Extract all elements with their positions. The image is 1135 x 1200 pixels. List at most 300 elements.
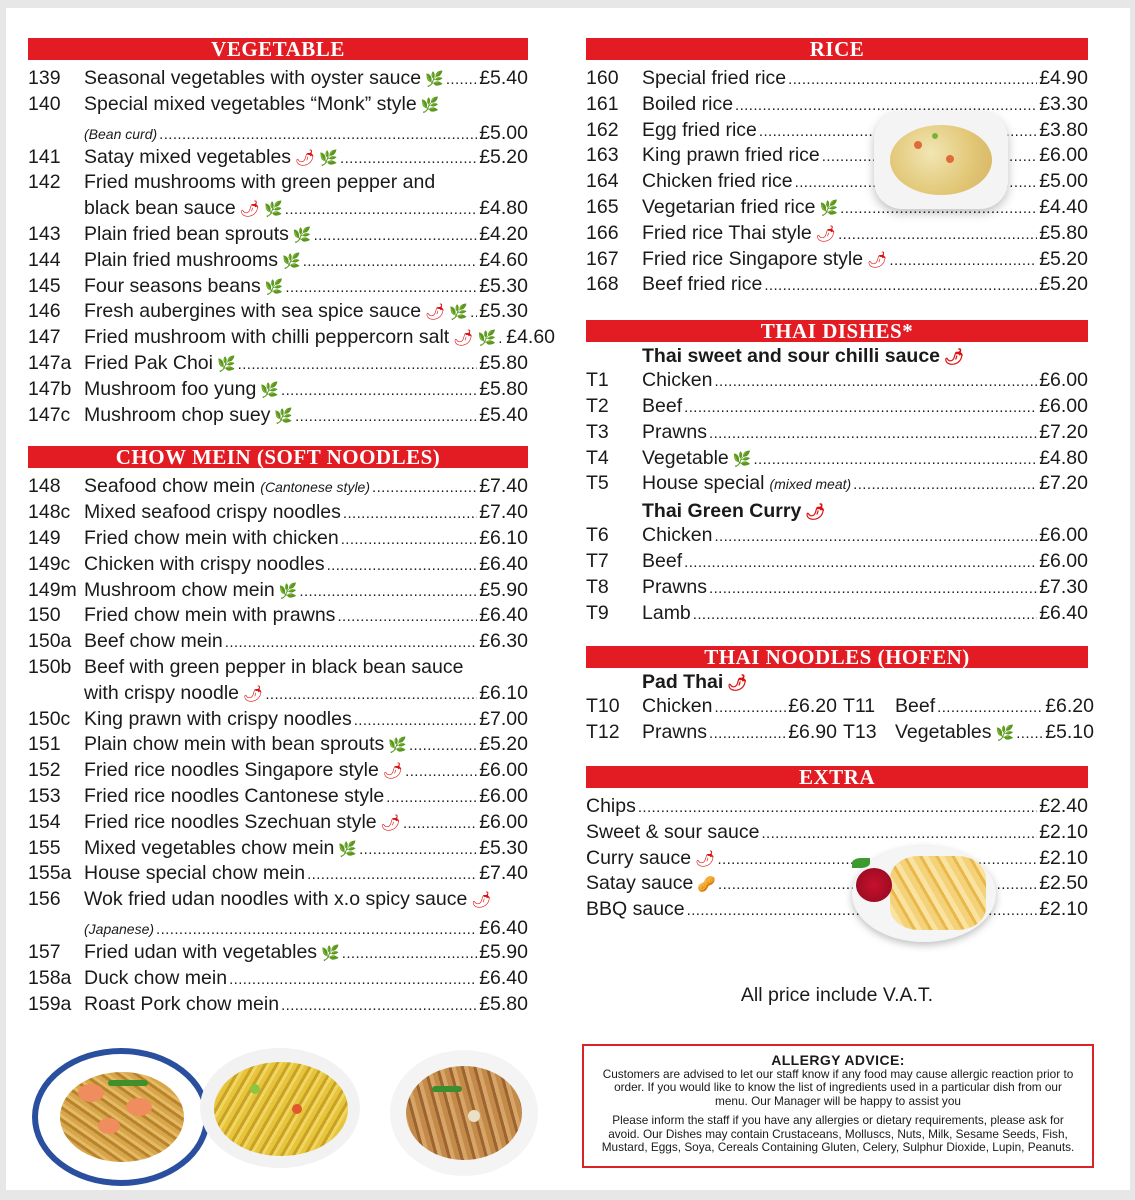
section-header-thai-dishes: THAI DISHES* xyxy=(586,320,1088,342)
chili-icon: 🌶 xyxy=(453,330,474,348)
dot-leader xyxy=(229,966,477,993)
menu-item-row xyxy=(28,681,528,707)
item-name: Chicken xyxy=(642,695,713,718)
dot-leader xyxy=(409,732,477,759)
allergy-advice-box xyxy=(582,1044,1094,1168)
menu-item-pair-row xyxy=(586,720,1094,746)
menu-item-row xyxy=(586,195,1088,221)
item-price: £6.00 xyxy=(479,810,528,833)
dot-leader xyxy=(693,601,1037,628)
item-name: Mushroom chow mein xyxy=(84,578,275,601)
item-number: 159a xyxy=(28,992,72,1015)
item-name: Beef fried rice xyxy=(642,273,763,296)
menu-item-row xyxy=(586,221,1088,247)
item-price: £7.30 xyxy=(1039,575,1088,598)
item-name: Plain fried bean sprouts xyxy=(84,222,289,245)
item-number: T13 xyxy=(843,721,877,744)
item-name: Chicken xyxy=(642,369,713,392)
item-name: Fresh aubergines with sea spice sauce xyxy=(84,300,422,323)
item-price: £4.40 xyxy=(1039,195,1088,218)
item-name: Sweet & sour sauce xyxy=(586,820,760,843)
item-price: £5.10 xyxy=(1045,721,1094,744)
item-name: Curry sauce xyxy=(586,846,692,869)
menu-item-row xyxy=(586,471,1088,497)
item-number: 153 xyxy=(28,784,61,807)
item-price: £6.00 xyxy=(1039,369,1088,392)
item-price: £4.60 xyxy=(479,248,528,271)
item-number: 146 xyxy=(28,300,61,323)
item-name: Plain chow mein with bean sprouts xyxy=(84,733,385,756)
item-number: T3 xyxy=(586,420,609,443)
dot-leader xyxy=(359,836,477,863)
item-note: (Cantonese style) xyxy=(260,479,370,496)
item-number: T1 xyxy=(586,369,609,392)
dot-leader xyxy=(709,720,786,747)
item-number: T4 xyxy=(586,446,609,469)
item-price: £5.20 xyxy=(479,733,528,756)
dot-leader xyxy=(405,758,477,785)
item-price: £6.00 xyxy=(1039,394,1088,417)
item-price: £6.10 xyxy=(479,681,528,704)
dot-leader xyxy=(238,351,478,378)
item-number: T10 xyxy=(586,695,620,718)
menu-item-row xyxy=(28,578,528,604)
item-price: £6.00 xyxy=(1039,549,1088,572)
item-price: £6.00 xyxy=(479,784,528,807)
dot-leader xyxy=(638,794,1037,821)
item-name: Beef xyxy=(642,394,683,417)
menu-item-row xyxy=(586,247,1088,273)
item-name: Satay mixed vegetables xyxy=(84,145,292,168)
item-number: 150 xyxy=(28,604,61,627)
dot-leader xyxy=(788,66,1037,93)
item-name: King prawn fried rice xyxy=(642,144,820,167)
menu-item-row xyxy=(28,992,528,1018)
chili-icon: 🌶 xyxy=(944,349,965,367)
vegetable-list xyxy=(28,66,556,428)
vegetarian-leaf-icon: 🌿 xyxy=(732,450,752,468)
item-number: 149m xyxy=(28,578,77,601)
item-number: 161 xyxy=(586,92,619,115)
dot-leader xyxy=(889,247,1037,274)
menu-item-row xyxy=(586,720,837,746)
item-number: 157 xyxy=(28,940,61,963)
vegetarian-leaf-icon: 🌿 xyxy=(819,199,839,217)
fried-rice-photo xyxy=(874,111,1008,209)
item-number: 164 xyxy=(586,170,619,193)
item-price: £4.60 xyxy=(506,326,556,349)
item-name: Beef chow mein xyxy=(84,630,223,653)
dot-leader xyxy=(709,575,1037,602)
vat-note: All price include V.A.T. xyxy=(740,984,934,1006)
dot-leader xyxy=(341,526,478,553)
item-price: £5.20 xyxy=(479,145,528,168)
item-name: Mushroom foo yung xyxy=(84,377,257,400)
item-price: £5.80 xyxy=(479,377,528,400)
dot-leader xyxy=(285,196,477,223)
item-name: Fried rice noodles Singapore style xyxy=(84,759,379,782)
menu-item-row xyxy=(586,820,1088,846)
item-number: T6 xyxy=(586,524,609,547)
thai-subtitle-sweet-sour: Thai sweet and sour chilli sauce 🌶 xyxy=(642,345,965,368)
item-price: £5.30 xyxy=(479,274,528,297)
item-price: £5.40 xyxy=(479,67,528,89)
item-number: 152 xyxy=(28,759,61,782)
section-header-extra: EXTRA xyxy=(586,766,1088,788)
menu-item-row xyxy=(28,500,528,526)
allergy-paragraph-1: Customers are advised to let our staff know if any food may cause allergic reaction prior to order. If you would like to know the list of ingredients used in a particular dish from our menu. Our Manager will be happy to assist you xyxy=(602,1067,1074,1108)
menu-item-row xyxy=(586,446,1088,472)
item-number: 148c xyxy=(28,501,71,524)
item-number: 150b xyxy=(28,655,72,678)
menu-item-row xyxy=(28,474,528,500)
vegetarian-leaf-icon: 🌿 xyxy=(449,304,469,322)
dot-leader xyxy=(372,474,477,501)
menu-item-row xyxy=(28,603,528,629)
dot-leader xyxy=(764,272,1037,299)
menu-item-row xyxy=(28,92,528,118)
item-name: Roast Pork chow mein xyxy=(84,992,280,1015)
chili-icon: 🌶 xyxy=(243,685,264,703)
vegetarian-leaf-icon: 🌿 xyxy=(274,407,294,425)
item-name: Plain fried mushrooms xyxy=(84,248,278,271)
item-name: House special xyxy=(642,472,765,495)
dot-leader xyxy=(714,523,1037,550)
item-price: £5.40 xyxy=(479,403,528,426)
dot-leader xyxy=(307,861,477,888)
menu-item-row xyxy=(586,420,1088,446)
item-price: £6.00 xyxy=(479,759,528,782)
dot-leader xyxy=(337,603,477,630)
dot-leader xyxy=(354,707,477,734)
item-name: Beef xyxy=(642,549,683,572)
dot-leader xyxy=(838,221,1037,248)
vegetarian-leaf-icon: 🌿 xyxy=(388,737,407,755)
item-number: T12 xyxy=(586,721,620,744)
item-number: 162 xyxy=(586,118,619,141)
item-number: 140 xyxy=(28,92,61,115)
item-price: £6.40 xyxy=(479,966,528,989)
dot-leader xyxy=(853,471,1037,498)
dot-leader xyxy=(225,629,477,656)
thai-green-curry-list xyxy=(586,523,1088,626)
dot-leader xyxy=(285,274,477,301)
peanut-icon: 🥜 xyxy=(697,876,717,894)
item-price: £7.00 xyxy=(479,707,528,730)
item-price: £5.30 xyxy=(479,836,528,859)
item-number: 158a xyxy=(28,966,72,989)
item-number: T7 xyxy=(586,549,609,572)
item-name: King prawn with crispy noodles xyxy=(84,707,352,730)
menu-item-row xyxy=(28,887,528,913)
item-name: Mixed vegetables chow mein xyxy=(84,836,335,859)
item-price: £6.00 xyxy=(1039,144,1088,167)
item-name: Special fried rice xyxy=(642,67,787,89)
chili-icon: 🌶 xyxy=(295,149,316,167)
item-name: Fried rice noodles Szechuan style xyxy=(84,810,377,833)
item-price: £4.90 xyxy=(1039,67,1088,89)
section-header-rice: RICE xyxy=(586,38,1088,60)
item-name: Prawns xyxy=(642,721,708,744)
menu-item-row xyxy=(28,552,528,578)
menu-item-row xyxy=(586,897,1088,923)
item-price: £4.80 xyxy=(479,197,528,220)
item-name: (Bean curd) xyxy=(84,125,158,142)
item-name: Prawns xyxy=(642,575,708,598)
menu-item-row xyxy=(28,351,528,377)
vegetarian-leaf-icon: 🌿 xyxy=(260,381,280,399)
item-name: Mixed seafood crispy noodles xyxy=(84,501,341,524)
item-number: T8 xyxy=(586,575,609,598)
menu-item-row xyxy=(28,66,528,92)
chips-photo xyxy=(852,846,996,942)
thai-noodles-list xyxy=(586,694,1094,746)
dot-leader xyxy=(281,377,477,404)
item-price: £6.40 xyxy=(479,552,528,575)
menu-item-row xyxy=(586,523,1088,549)
item-number: 150c xyxy=(28,707,71,730)
menu-item-row xyxy=(586,66,1088,92)
allergy-paragraph-2: Please inform the staff if you have any allergies or dietary requirements, please ask for avoid. Our Dishes may contain Crustaceans, Molluscs, Nuts, Milk, Sesame Seeds, Fish, Mustard, Eggs, Soya, Cereals Containing Gluten, Celery, Sulphur Dioxide, Lupin, Peanuts. xyxy=(601,1113,1075,1155)
item-name: Vegetables xyxy=(895,721,992,744)
item-name: Four seasons beans xyxy=(84,274,261,297)
menu-item-row xyxy=(586,871,1088,897)
item-name: Beef xyxy=(895,695,936,718)
chili-icon: 🌶 xyxy=(805,504,826,522)
item-number: 148 xyxy=(28,475,61,498)
item-price: £2.10 xyxy=(1039,846,1088,869)
item-number: 165 xyxy=(586,195,619,218)
item-name: Fried rice Singapore style xyxy=(642,247,864,270)
item-number: 166 xyxy=(586,221,619,244)
vegetarian-leaf-icon: 🌿 xyxy=(321,944,340,962)
menu-item-row xyxy=(28,274,528,300)
chili-icon: 🌶 xyxy=(471,892,492,910)
item-price: £7.20 xyxy=(1039,420,1088,443)
dot-leader xyxy=(498,325,504,352)
menu-item-row xyxy=(586,549,1088,575)
vegetarian-leaf-icon: 🌿 xyxy=(420,96,440,114)
item-number: 149c xyxy=(28,552,71,575)
item-number: 150a xyxy=(28,630,72,653)
item-price: £4.80 xyxy=(1039,446,1088,469)
item-number: 160 xyxy=(586,67,619,89)
dot-leader xyxy=(314,222,478,249)
dot-leader xyxy=(446,66,477,93)
item-price: £6.40 xyxy=(479,604,528,627)
menu-item-row xyxy=(28,861,528,887)
menu-item-row xyxy=(28,655,528,681)
item-name: Duck chow mein xyxy=(84,966,228,989)
dot-leader xyxy=(714,368,1037,395)
item-price: £7.40 xyxy=(479,862,528,885)
item-price: £4.20 xyxy=(479,222,528,245)
item-name: Fried Pak Choi xyxy=(84,351,213,374)
item-price: £7.20 xyxy=(1039,472,1088,495)
section-header-thai-noodles: THAI NOODLES (HOFEN) xyxy=(586,646,1088,668)
menu-item-row xyxy=(586,272,1088,298)
item-name: Seasonal vegetables with oyster sauce xyxy=(84,67,422,89)
menu-item-row xyxy=(28,629,528,655)
vegetarian-leaf-icon: 🌿 xyxy=(995,725,1015,743)
dot-leader xyxy=(327,552,478,579)
item-number: 156 xyxy=(28,888,61,911)
item-price: £6.30 xyxy=(479,630,528,653)
menu-item-row xyxy=(28,707,528,733)
item-number: 147a xyxy=(28,351,72,374)
menu-item-row xyxy=(28,836,528,862)
item-number: 143 xyxy=(28,222,61,245)
menu-item-row xyxy=(837,720,1094,746)
item-name: Fried udan with vegetables xyxy=(84,940,318,963)
item-name: Fried chow mein with prawns xyxy=(84,604,336,627)
item-name: Fried chow mein with chicken xyxy=(84,526,339,549)
item-number: 155 xyxy=(28,836,61,859)
item-name: Mushroom chop suey xyxy=(84,403,271,426)
dot-leader xyxy=(295,403,477,430)
vegetarian-leaf-icon: 🌿 xyxy=(338,840,358,858)
item-number: 147b xyxy=(28,377,72,400)
item-name: Seafood chow mein xyxy=(84,475,256,498)
item-name: Chicken with crispy noodles xyxy=(84,552,325,575)
item-name: Boiled rice xyxy=(642,92,734,115)
item-price: £2.10 xyxy=(1039,898,1088,921)
item-price: £3.30 xyxy=(1039,92,1088,115)
menu-item-row xyxy=(28,913,528,940)
dot-leader xyxy=(265,681,477,708)
menu-item-row xyxy=(586,92,1088,118)
item-price: £7.40 xyxy=(479,501,528,524)
menu-item-row xyxy=(586,169,1088,195)
menu-item-row xyxy=(28,299,528,325)
item-number: 141 xyxy=(28,145,61,168)
allergy-title: ALLERGY ADVICE: xyxy=(771,1052,905,1068)
menu-item-row xyxy=(586,575,1088,601)
item-number: T5 xyxy=(586,472,609,495)
item-price: £5.20 xyxy=(1039,273,1088,296)
item-number: 147c xyxy=(28,403,71,426)
chili-icon: 🌶 xyxy=(382,763,404,781)
item-name: Fried mushrooms with green pepper and xyxy=(84,171,436,194)
dot-leader xyxy=(714,694,786,721)
item-number: 142 xyxy=(28,171,61,194)
menu-item-row xyxy=(28,170,528,196)
item-number: 155a xyxy=(28,862,72,885)
dot-leader xyxy=(340,145,477,172)
item-number: 151 xyxy=(28,733,61,756)
section-header-chow-mein: CHOW MEIN (SOFT NOODLES) xyxy=(28,446,528,468)
item-name: Prawns xyxy=(642,420,708,443)
dot-leader xyxy=(761,820,1037,847)
seafood-noodles-photo xyxy=(32,1048,210,1186)
menu-item-row xyxy=(586,394,1088,420)
item-name: Beef with green pepper in black bean sauce xyxy=(84,655,464,678)
item-price: £6.40 xyxy=(479,916,528,939)
item-price: £5.00 xyxy=(1039,170,1088,193)
dot-leader xyxy=(342,940,477,967)
vegetarian-leaf-icon: 🌿 xyxy=(278,582,298,600)
item-price: £2.40 xyxy=(1039,794,1088,817)
chili-icon: 🌶 xyxy=(867,251,888,269)
item-number: 167 xyxy=(586,247,619,270)
menu-item-row xyxy=(586,846,1088,872)
menu-item-row xyxy=(28,966,528,992)
chili-icon: 🌶 xyxy=(239,201,261,219)
item-name: BBQ sauce xyxy=(586,898,685,921)
dot-leader xyxy=(470,299,477,326)
item-name: with crispy noodle xyxy=(84,681,239,704)
item-number: 147 xyxy=(28,326,61,349)
item-number: 145 xyxy=(28,274,61,297)
item-name: Chicken fried rice xyxy=(642,170,793,193)
item-number: 168 xyxy=(586,273,619,296)
item-price: £5.80 xyxy=(1039,221,1088,244)
item-number: 154 xyxy=(28,810,61,833)
dot-leader xyxy=(937,694,1043,721)
item-name: Wok fried udan noodles with x.o spicy sauce xyxy=(84,888,468,911)
dot-leader xyxy=(303,248,478,275)
vegetarian-leaf-icon: 🌿 xyxy=(282,252,301,270)
vegetarian-leaf-icon: 🌿 xyxy=(319,149,339,167)
menu-item-row xyxy=(586,368,1088,394)
item-name: Egg fried rice xyxy=(642,118,757,141)
chili-icon: 🌶 xyxy=(695,850,716,868)
menu-item-row xyxy=(28,403,528,429)
menu-page xyxy=(6,8,1130,1190)
item-name: Fried mushroom with chilli peppercorn salt xyxy=(84,326,450,349)
left-column xyxy=(28,37,556,1017)
item-number: 139 xyxy=(28,67,61,89)
vegetarian-leaf-icon: 🌿 xyxy=(216,355,236,373)
item-price: £5.30 xyxy=(479,300,528,323)
vegetarian-leaf-icon: 🌿 xyxy=(477,330,497,348)
item-name: black bean sauce xyxy=(84,197,236,220)
menu-item-row xyxy=(586,794,1088,820)
item-price: £5.80 xyxy=(479,351,528,374)
item-price: £2.50 xyxy=(1039,872,1088,895)
dot-leader xyxy=(343,500,477,527)
menu-item-pair-row xyxy=(586,694,1094,720)
vegetarian-leaf-icon: 🌿 xyxy=(292,226,312,244)
item-price: £7.40 xyxy=(479,475,528,498)
dot-leader xyxy=(386,784,477,811)
item-price: £3.80 xyxy=(1039,118,1088,141)
item-price: £5.90 xyxy=(479,578,528,601)
chili-icon: 🌶 xyxy=(815,225,837,243)
item-number: T9 xyxy=(586,601,609,624)
chili-icon: 🌶 xyxy=(380,814,401,832)
thai-subtitle-green-curry: Thai Green Curry 🌶 xyxy=(642,500,826,523)
menu-item-row xyxy=(28,377,528,403)
menu-item-row xyxy=(586,694,837,720)
item-name: Lamb xyxy=(642,601,691,624)
menu-item-row xyxy=(586,118,1088,144)
item-number: 144 xyxy=(28,248,61,271)
menu-item-row xyxy=(586,601,1088,627)
item-price: £2.10 xyxy=(1039,820,1088,843)
extra-list xyxy=(586,794,1088,923)
dot-leader xyxy=(403,810,477,837)
item-price: £6.90 xyxy=(788,721,837,744)
chow-mein-list xyxy=(28,474,528,1017)
item-name: House special chow mein xyxy=(84,862,306,885)
menu-item-row xyxy=(28,145,528,171)
dot-leader xyxy=(1016,720,1043,747)
item-name: (Japanese) xyxy=(84,920,155,937)
dot-leader xyxy=(709,420,1037,447)
menu-item-row xyxy=(28,732,528,758)
menu-item-row xyxy=(28,940,528,966)
